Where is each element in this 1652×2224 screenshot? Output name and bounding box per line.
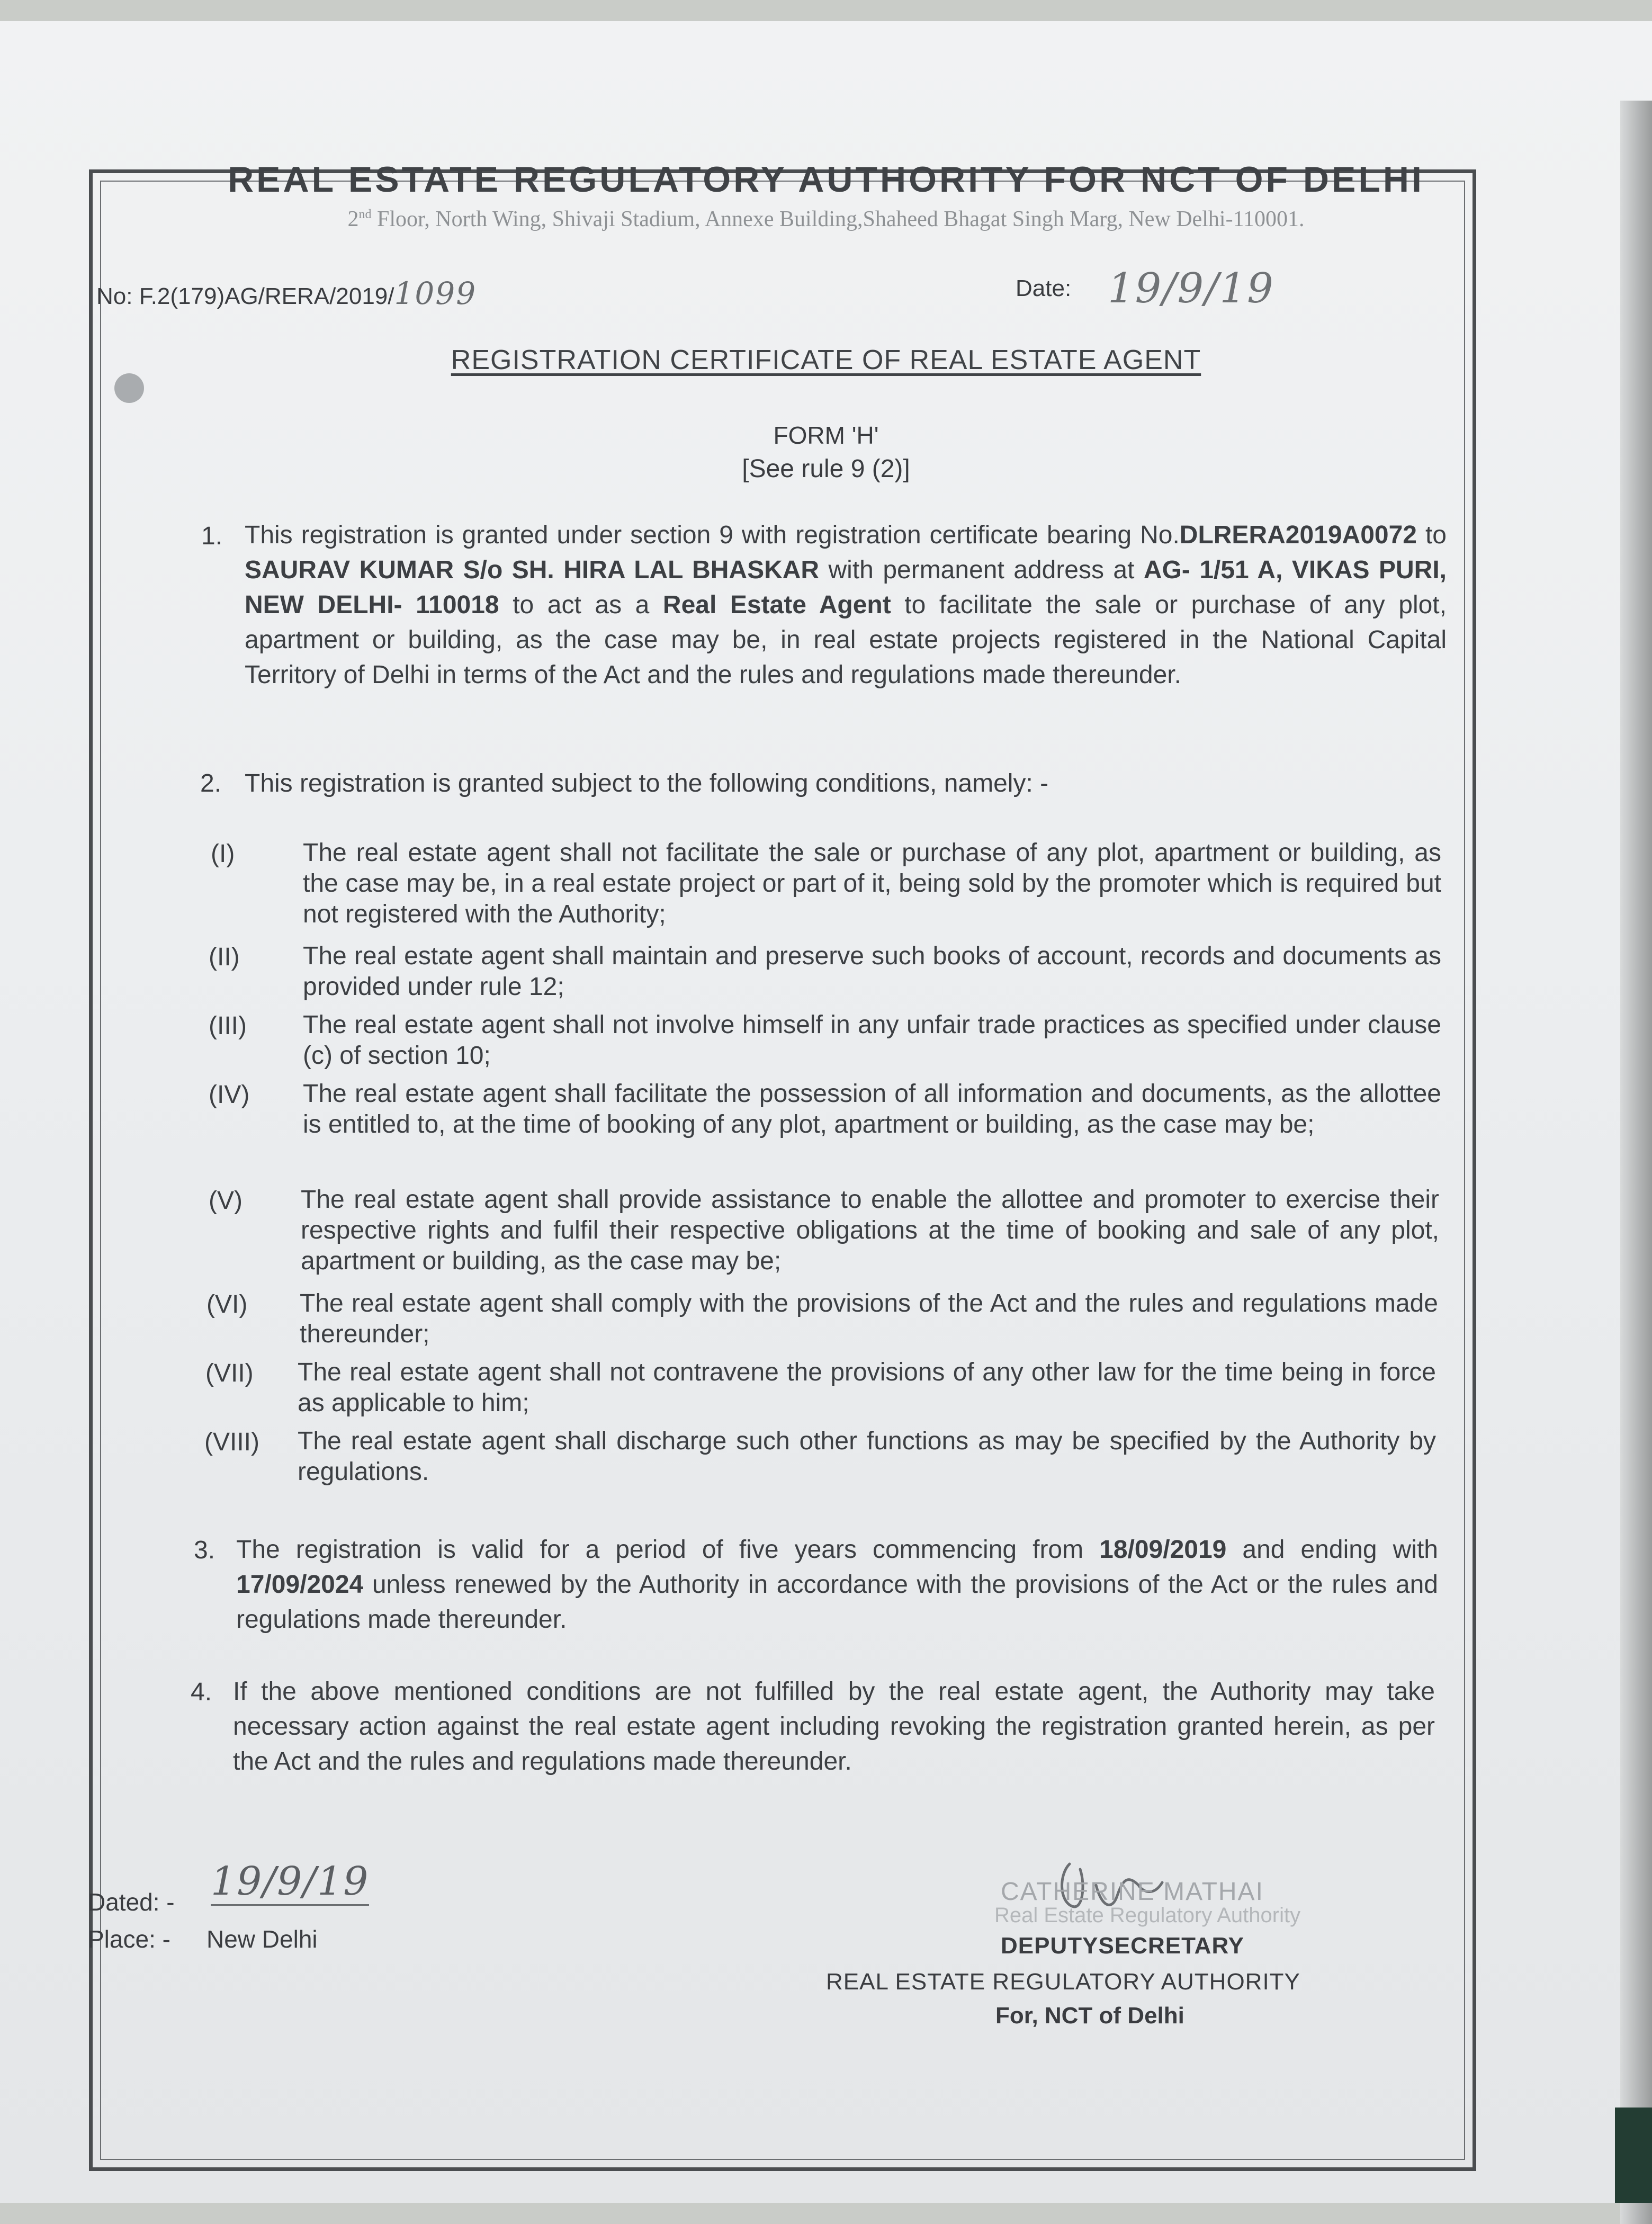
punch-hole	[114, 373, 144, 403]
stamp-name: CATHERINE MATHAI	[1001, 1878, 1264, 1906]
para2-number: 2.	[200, 769, 222, 797]
certificate-title: REGISTRATION CERTIFICATE OF REAL ESTATE AGENT	[451, 345, 1201, 375]
para1-text-part: to	[1417, 521, 1447, 549]
place-label: Place: -	[88, 1925, 170, 1953]
agent-role: Real Estate Agent	[662, 591, 891, 619]
reference-number	[96, 275, 477, 311]
para1-text-part: This registration is granted under section 9 with registration certificate bearing No.	[245, 521, 1180, 549]
para3-text-part: unless renewed by the Authority in accordance with the provisions of the Act or the rules and regulations made thereunder.	[236, 1571, 1438, 1634]
page-edge-shadow	[1620, 101, 1652, 2224]
date-label: Date:	[1016, 275, 1072, 301]
registration-number: DLRERA2019A0072	[1179, 521, 1417, 549]
condition-number: (VIII)	[204, 1428, 259, 1456]
authority-title: REAL ESTATE REGULATORY AUTHORITY FOR NCT OF DELHI	[228, 159, 1424, 200]
address-floor-number: 2	[347, 207, 359, 231]
condition-text: The real estate agent shall maintain and preserve such books of account, records and documents as provided under rule 12;	[303, 942, 1441, 1001]
reference-number-handwritten: 1099	[394, 275, 477, 311]
para1-text	[245, 518, 1447, 693]
condition-number: (III)	[209, 1012, 247, 1040]
para4-text: If the above mentioned conditions are not fulfilled by the real estate agent, the Authority may take necessary action against the real estate agent including revoking the registration granted herein, as per the Act and the rules and regulations made thereunder.	[233, 1678, 1435, 1775]
dated-handwritten: 19/9/19	[211, 1859, 369, 1906]
para1-text-part: to facilitate the sale or purchase of any plot, apartment or building, as the case may be, in real estate projects registered in the National Capital Territory of Delhi in terms of the Act and the rules and regulations made thereunder.	[245, 591, 1447, 689]
condition-text: The real estate agent shall discharge such other functions as may be specified by the Authority by regulations.	[298, 1427, 1436, 1486]
rule-reference: [See rule 9 (2)]	[742, 455, 910, 483]
para2-text: This registration is granted subject to the following conditions, namely: -	[245, 769, 1049, 797]
condition-text: The real estate agent shall comply with the provisions of the Act and the rules and regulations made thereunder;	[300, 1289, 1438, 1348]
condition-text: The real estate agent shall facilitate the possession of all information and documents, as the allottee is entitled to, at the time of booking of any plot, apartment or building, as the case may be;	[303, 1080, 1441, 1138]
validity-start-date: 18/09/2019	[1099, 1536, 1227, 1564]
stamp-faint-text: Real Estate Regulatory Authority	[994, 1904, 1301, 1927]
condition-number: (V)	[209, 1187, 243, 1215]
para1-text-part: to act as a	[499, 591, 663, 619]
authority-address	[0, 207, 1652, 232]
date-handwritten: 19/9/19	[1108, 265, 1274, 312]
validity-end-date: 17/09/2024	[236, 1571, 364, 1599]
condition-number: (II)	[209, 943, 240, 971]
condition-number: (I)	[211, 840, 235, 868]
agent-address: AG- 1/51 A, VIKAS PURI, NEW DELHI- 110018	[245, 556, 1447, 619]
condition-number: (VI)	[206, 1290, 248, 1319]
condition-text: The real estate agent shall not facilitate the sale or purchase of any plot, apartment or building, as the case may be, in a real estate project or part of it, being sold by the promoter which is required but not registered with the Authority;	[303, 839, 1441, 928]
condition-number: (VII)	[205, 1359, 254, 1387]
condition-number: (IV)	[209, 1081, 250, 1109]
para3-text-part: The registration is valid for a period of five years commencing from	[236, 1536, 1100, 1564]
condition-text: The real estate agent shall provide assistance to enable the allottee and promoter to exercise their respective rights and fulfil their respective obligations at the time of booking and sale of any plot, apartment or building, as the case may be;	[301, 1186, 1439, 1275]
para3-number: 3.	[194, 1536, 216, 1564]
dated-label: Dated: -	[88, 1888, 175, 1916]
para4-number: 4.	[191, 1678, 212, 1706]
para1-number: 1.	[201, 522, 223, 550]
form-label: FORM 'H'	[773, 422, 879, 449]
para3-text-part: and ending with	[1226, 1536, 1439, 1564]
reference-number-label: No: F.2(179)AG/RERA/2019/	[96, 283, 394, 309]
background-object	[1615, 2108, 1652, 2203]
signatory-block	[826, 1853, 1408, 2055]
signatory-designation: DEPUTYSECRETARY	[1001, 1933, 1244, 1959]
place-value: New Delhi	[206, 1925, 318, 1953]
signatory-authority: REAL ESTATE REGULATORY AUTHORITY	[826, 1969, 1300, 1995]
signatory-for-line: For, NCT of Delhi	[995, 2003, 1184, 2029]
agent-name: SAURAV KUMAR S/o SH. HIRA LAL BHASKAR	[245, 556, 820, 584]
address-floor-superscript: nd	[358, 208, 372, 221]
condition-text: The real estate agent shall not involve himself in any unfair trade practices as specified under clause (c) of section 10;	[303, 1011, 1441, 1070]
condition-text: The real estate agent shall not contravene the provisions of any other law for the time being in force as applicable to him;	[298, 1358, 1436, 1417]
para3-text	[236, 1532, 1438, 1637]
para1-text-part: with permanent address at	[819, 556, 1144, 584]
address-text: Floor, North Wing, Shivaji Stadium, Annexe Building,Shaheed Bhagat Singh Marg, New Delhi-110001.	[371, 207, 1305, 231]
